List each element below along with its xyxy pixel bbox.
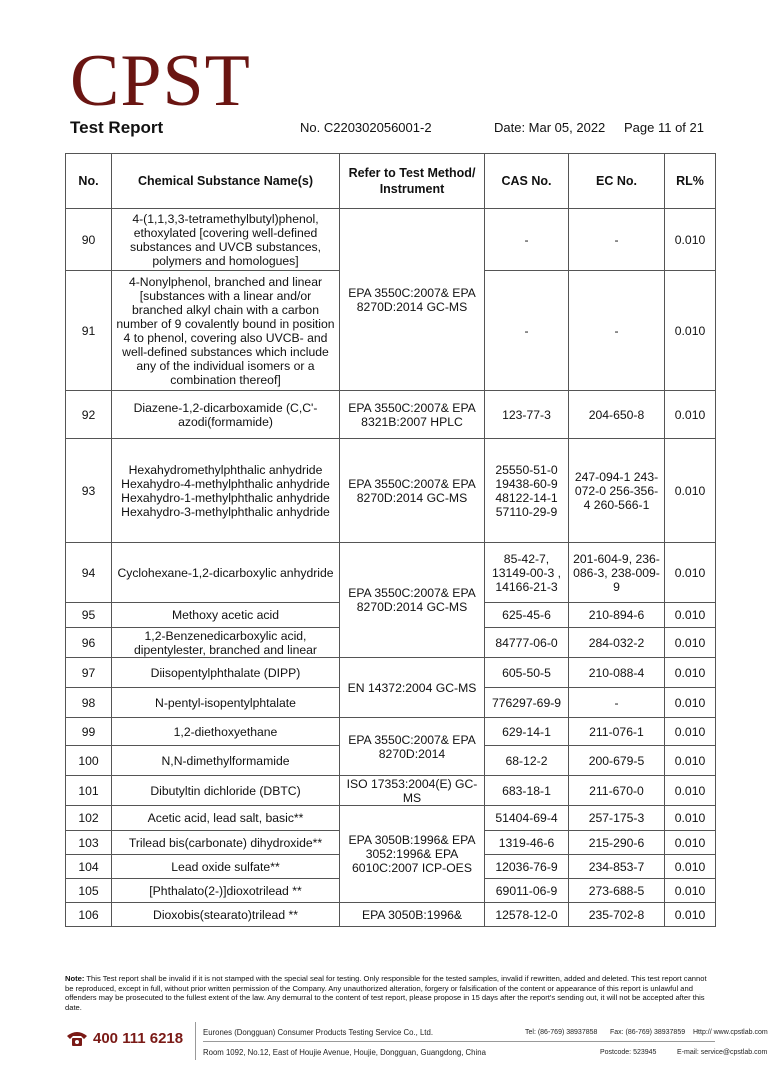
chemical-substance-table <box>65 153 716 927</box>
cell-substance-name: N-pentyl-isopentylphtalate <box>112 688 340 718</box>
cell-cas: 12578-12-0 <box>485 903 569 927</box>
website: Http:// www.cpstlab.com <box>693 1029 768 1036</box>
cell-method: EPA 3550C:2007& EPA 8270D:2014 GC-MS <box>340 439 485 543</box>
cell-cas: 625-45-6 <box>485 603 569 628</box>
cell-rl: 0.010 <box>665 391 716 439</box>
cell-cas: 85-42-7, 13149-00-3 , 14166-21-3 <box>485 543 569 603</box>
note-label: Note: <box>65 974 85 983</box>
header-no: No. <box>66 154 112 209</box>
cell-rl: 0.010 <box>665 855 716 879</box>
address: Room 1092, No.12, East of Houjie Avenue, Houjie, Dongguan, Guangdong, China <box>203 1048 486 1057</box>
cell-ec: 211-076-1 <box>569 718 665 746</box>
header-ec-no: EC No. <box>569 154 665 209</box>
cell-cas: 69011-06-9 <box>485 879 569 903</box>
cell-no: 103 <box>66 831 112 855</box>
cell-ec: 204-650-8 <box>569 391 665 439</box>
cell-method: EPA 3550C:2007& EPA 8321B:2007 HPLC <box>340 391 485 439</box>
cell-cas: 84777-06-0 <box>485 628 569 658</box>
cell-method: EPA 3550C:2007& EPA 8270D:2014 GC-MS <box>340 209 485 391</box>
cell-rl: 0.010 <box>665 209 716 271</box>
cell-rl: 0.010 <box>665 688 716 718</box>
cell-rl: 0.010 <box>665 776 716 806</box>
cell-ec: 257-175-3 <box>569 806 665 831</box>
footer-rule <box>203 1041 715 1042</box>
cell-cas: - <box>485 209 569 271</box>
table-row <box>66 903 716 927</box>
cell-rl: 0.010 <box>665 543 716 603</box>
cell-substance-name: Trilead bis(carbonate) dihydroxide** <box>112 831 340 855</box>
telephone: Tel: (86-769) 38937858 <box>525 1029 598 1036</box>
header-rl: RL% <box>665 154 716 209</box>
cell-rl: 0.010 <box>665 831 716 855</box>
cell-substance-name: Diisopentylphthalate (DIPP) <box>112 658 340 688</box>
cell-cas: 605-50-5 <box>485 658 569 688</box>
cell-method: EPA 3550C:2007& EPA 8270D:2014 GC-MS <box>340 543 485 658</box>
telephone-icon <box>65 1030 93 1047</box>
table-row <box>66 718 716 746</box>
cell-cas: 25550-51-0 19438-60-9 48122-14-1 57110-29-9 <box>485 439 569 543</box>
report-note <box>65 974 715 1012</box>
cell-method: ISO 17353:2004(E) GC-MS <box>340 776 485 806</box>
cell-substance-name: Dioxobis(stearato)trilead ** <box>112 903 340 927</box>
cell-substance-name: N,N-dimethylformamide <box>112 746 340 776</box>
cell-no: 106 <box>66 903 112 927</box>
cell-rl: 0.010 <box>665 718 716 746</box>
cell-no: 91 <box>66 271 112 391</box>
cell-rl: 0.010 <box>665 746 716 776</box>
page-footer <box>65 1022 768 1060</box>
cell-rl: 0.010 <box>665 603 716 628</box>
cell-ec: 201-604-9, 236-086-3, 238-009-9 <box>569 543 665 603</box>
cell-no: 95 <box>66 603 112 628</box>
cell-cas: 68-12-2 <box>485 746 569 776</box>
cell-ec: 215-290-6 <box>569 831 665 855</box>
company-name: Eurones (Dongguan) Consumer Products Testing Service Co., Ltd. <box>203 1028 433 1037</box>
table-row <box>66 658 716 688</box>
cell-cas: 776297-69-9 <box>485 688 569 718</box>
cell-substance-name: 1,2-Benzenedicarboxylic acid, dipentylester, branched and linear <box>112 628 340 658</box>
cell-ec: 235-702-8 <box>569 903 665 927</box>
cell-rl: 0.010 <box>665 806 716 831</box>
cell-no: 101 <box>66 776 112 806</box>
postcode: Postcode: 523945 <box>600 1049 657 1056</box>
header-test-method: Refer to Test Method/ Instrument <box>340 154 485 209</box>
cell-no: 105 <box>66 879 112 903</box>
cell-no: 98 <box>66 688 112 718</box>
header-substance-name: Chemical Substance Name(s) <box>112 154 340 209</box>
fax: Fax: (86-769) 38937859 <box>610 1029 686 1036</box>
page-indicator: Page 11 of 21 <box>624 120 704 135</box>
cell-ec: 247-094-1 243-072-0 256-356-4 260-566-1 <box>569 439 665 543</box>
cell-ec: 284-032-2 <box>569 628 665 658</box>
table-row <box>66 391 716 439</box>
table-header-row <box>66 154 716 209</box>
cell-substance-name: Dibutyltin dichloride (DBTC) <box>112 776 340 806</box>
cell-no: 96 <box>66 628 112 658</box>
cell-ec: 234-853-7 <box>569 855 665 879</box>
cell-ec: 200-679-5 <box>569 746 665 776</box>
report-number: No. C220302056001-2 <box>300 120 432 135</box>
table-row <box>66 439 716 543</box>
report-date: Date: Mar 05, 2022 <box>494 120 606 135</box>
table-row <box>66 806 716 831</box>
cell-ec: - <box>569 271 665 391</box>
cell-substance-name: Acetic acid, lead salt, basic** <box>112 806 340 831</box>
cell-substance-name: Cyclohexane-1,2-dicarboxylic anhydride <box>112 543 340 603</box>
cell-ec: 210-088-4 <box>569 658 665 688</box>
footer-divider <box>195 1022 196 1060</box>
table-row <box>66 776 716 806</box>
report-title: Test Report <box>70 118 164 137</box>
note-text: This Test report shall be invalid if it is not stamped with the special seal for testing. Only responsible for the tested samples, invalid if rewritten, added and deleted. This test report cannot be reproduced, except in full, without prior written permission of the Company. Any unauthorized alteration, forgery or falsification of the content or appearance of this report is unlawful and offenders may be prosecuted to the fullest extent of the law. Any demurral to the content of test report, please propose in 15 days after the report's sending out, it will not be accepted after this date. <box>65 974 707 1012</box>
cell-rl: 0.010 <box>665 271 716 391</box>
cell-substance-name: 1,2-diethoxyethane <box>112 718 340 746</box>
cell-substance-name: Hexahydromethylphthalic anhydride Hexahydro-4-methylphthalic anhydride Hexahydro-1-methylphthalic anhydride Hexahydro-3-methylphthalic anhydride <box>112 439 340 543</box>
cell-cas: 1319-46-6 <box>485 831 569 855</box>
cell-cas: 12036-76-9 <box>485 855 569 879</box>
cell-cas: 683-18-1 <box>485 776 569 806</box>
cell-rl: 0.010 <box>665 628 716 658</box>
header-cas-no: CAS No. <box>485 154 569 209</box>
cell-substance-name: [Phthalato(2-)]dioxotrilead ** <box>112 879 340 903</box>
cell-ec: - <box>569 688 665 718</box>
cell-substance-name: 4-(1,1,3,3-tetramethylbutyl)phenol, ethoxylated [covering well-defined substances and UVCB substances, polymers and homologues] <box>112 209 340 271</box>
cell-method: EPA 3550C:2007& EPA 8270D:2014 <box>340 718 485 776</box>
cell-no: 99 <box>66 718 112 746</box>
cell-ec: - <box>569 209 665 271</box>
cell-no: 104 <box>66 855 112 879</box>
table-row <box>66 209 716 271</box>
cell-no: 90 <box>66 209 112 271</box>
cell-substance-name: Methoxy acetic acid <box>112 603 340 628</box>
cell-substance-name: 4-Nonylphenol, branched and linear [substances with a linear and/or branched alkyl chain with a carbon number of 9 covalently bound in position 4 to phenol, covering also UVCB- and well-defined substances which include any of the individual isomers or a combination thereof] <box>112 271 340 391</box>
cell-substance-name: Lead oxide sulfate** <box>112 855 340 879</box>
hotline-number: 400 111 6218 <box>93 1030 184 1047</box>
cell-method: EPA 3050B:1996& EPA 3052:1996& EPA 6010C:2007 ICP-OES <box>340 806 485 903</box>
cell-method: EPA 3050B:1996& <box>340 903 485 927</box>
cell-substance-name: Diazene-1,2-dicarboxamide (C,C'-azodi(formamide) <box>112 391 340 439</box>
cell-no: 92 <box>66 391 112 439</box>
cell-cas: 123-77-3 <box>485 391 569 439</box>
cell-cas: 629-14-1 <box>485 718 569 746</box>
cell-rl: 0.010 <box>665 879 716 903</box>
cell-cas: 51404-69-4 <box>485 806 569 831</box>
cell-no: 100 <box>66 746 112 776</box>
company-logo: CPST <box>70 40 251 122</box>
cell-ec: 273-688-5 <box>569 879 665 903</box>
cell-rl: 0.010 <box>665 439 716 543</box>
cell-no: 97 <box>66 658 112 688</box>
table-row <box>66 543 716 603</box>
cell-ec: 210-894-6 <box>569 603 665 628</box>
cell-method: EN 14372:2004 GC-MS <box>340 658 485 718</box>
cell-cas: - <box>485 271 569 391</box>
cell-no: 94 <box>66 543 112 603</box>
cell-no: 93 <box>66 439 112 543</box>
email: E-mail: service@cpstlab.com <box>677 1049 768 1056</box>
cell-rl: 0.010 <box>665 903 716 927</box>
cell-no: 102 <box>66 806 112 831</box>
cell-ec: 211-670-0 <box>569 776 665 806</box>
hotline <box>65 1030 183 1048</box>
cell-rl: 0.010 <box>665 658 716 688</box>
